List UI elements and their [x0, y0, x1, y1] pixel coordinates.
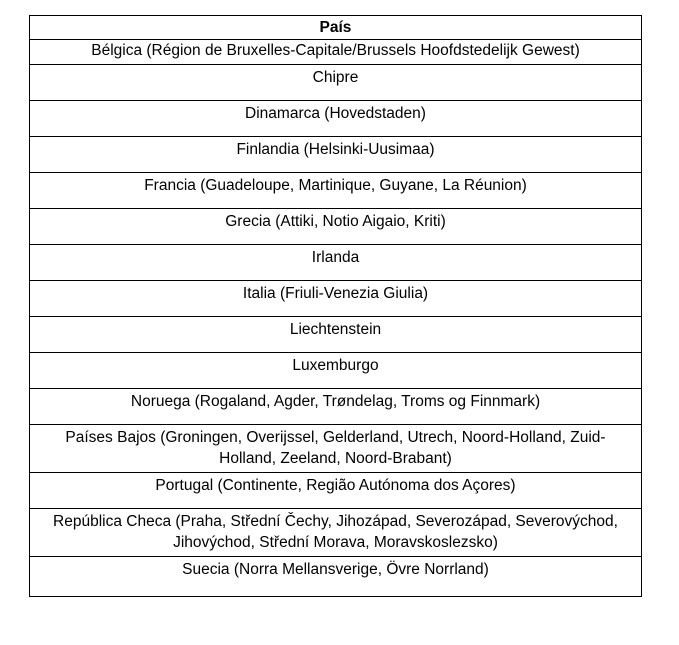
table-row — [30, 281, 642, 317]
country-cell-dinamarca: Dinamarca (Hovedstaden) — [30, 101, 642, 137]
table-row — [30, 509, 642, 557]
country-cell-paises-bajos: Países Bajos (Groningen, Overijssel, Gelderland, Utrech, Noord-Holland, Zuid-Holland, Zeeland, Noord-Brabant) — [30, 425, 642, 473]
table-row — [30, 65, 642, 101]
table-row — [30, 557, 642, 597]
table-row — [30, 425, 642, 473]
country-cell-portugal: Portugal (Continente, Região Autónoma dos Açores) — [30, 473, 642, 509]
country-cell-luxemburgo: Luxemburgo — [30, 353, 642, 389]
table-row — [30, 40, 642, 65]
table-row — [30, 137, 642, 173]
table-row — [30, 317, 642, 353]
table-row — [30, 353, 642, 389]
country-cell-chipre: Chipre — [30, 65, 642, 101]
table-row — [30, 473, 642, 509]
country-cell-liechtenstein: Liechtenstein — [30, 317, 642, 353]
country-cell-finlandia: Finlandia (Helsinki-Uusimaa) — [30, 137, 642, 173]
country-cell-noruega: Noruega (Rogaland, Agder, Trøndelag, Troms og Finnmark) — [30, 389, 642, 425]
table-row — [30, 389, 642, 425]
country-cell-republica-checa: República Checa (Praha, Střední Čechy, Jihozápad, Severozápad, Severovýchod, Jihovýchod, Střední Morava, Moravskoslezsko) — [30, 509, 642, 557]
country-cell-irlanda: Irlanda — [30, 245, 642, 281]
country-table — [29, 15, 642, 597]
table-row — [30, 245, 642, 281]
country-cell-italia: Italia (Friuli-Venezia Giulia) — [30, 281, 642, 317]
header-row — [30, 16, 642, 40]
table-row — [30, 209, 642, 245]
country-cell-francia: Francia (Guadeloupe, Martinique, Guyane, La Réunion) — [30, 173, 642, 209]
column-header-pais: País — [30, 16, 642, 40]
country-cell-belgica: Bélgica (Région de Bruxelles-Capitale/Brussels Hoofdstedelijk Gewest) — [30, 40, 642, 65]
country-cell-grecia: Grecia (Attiki, Notio Aigaio, Kriti) — [30, 209, 642, 245]
table-row — [30, 101, 642, 137]
country-cell-suecia: Suecia (Norra Mellansverige, Övre Norrland) — [30, 557, 642, 597]
table-row — [30, 173, 642, 209]
